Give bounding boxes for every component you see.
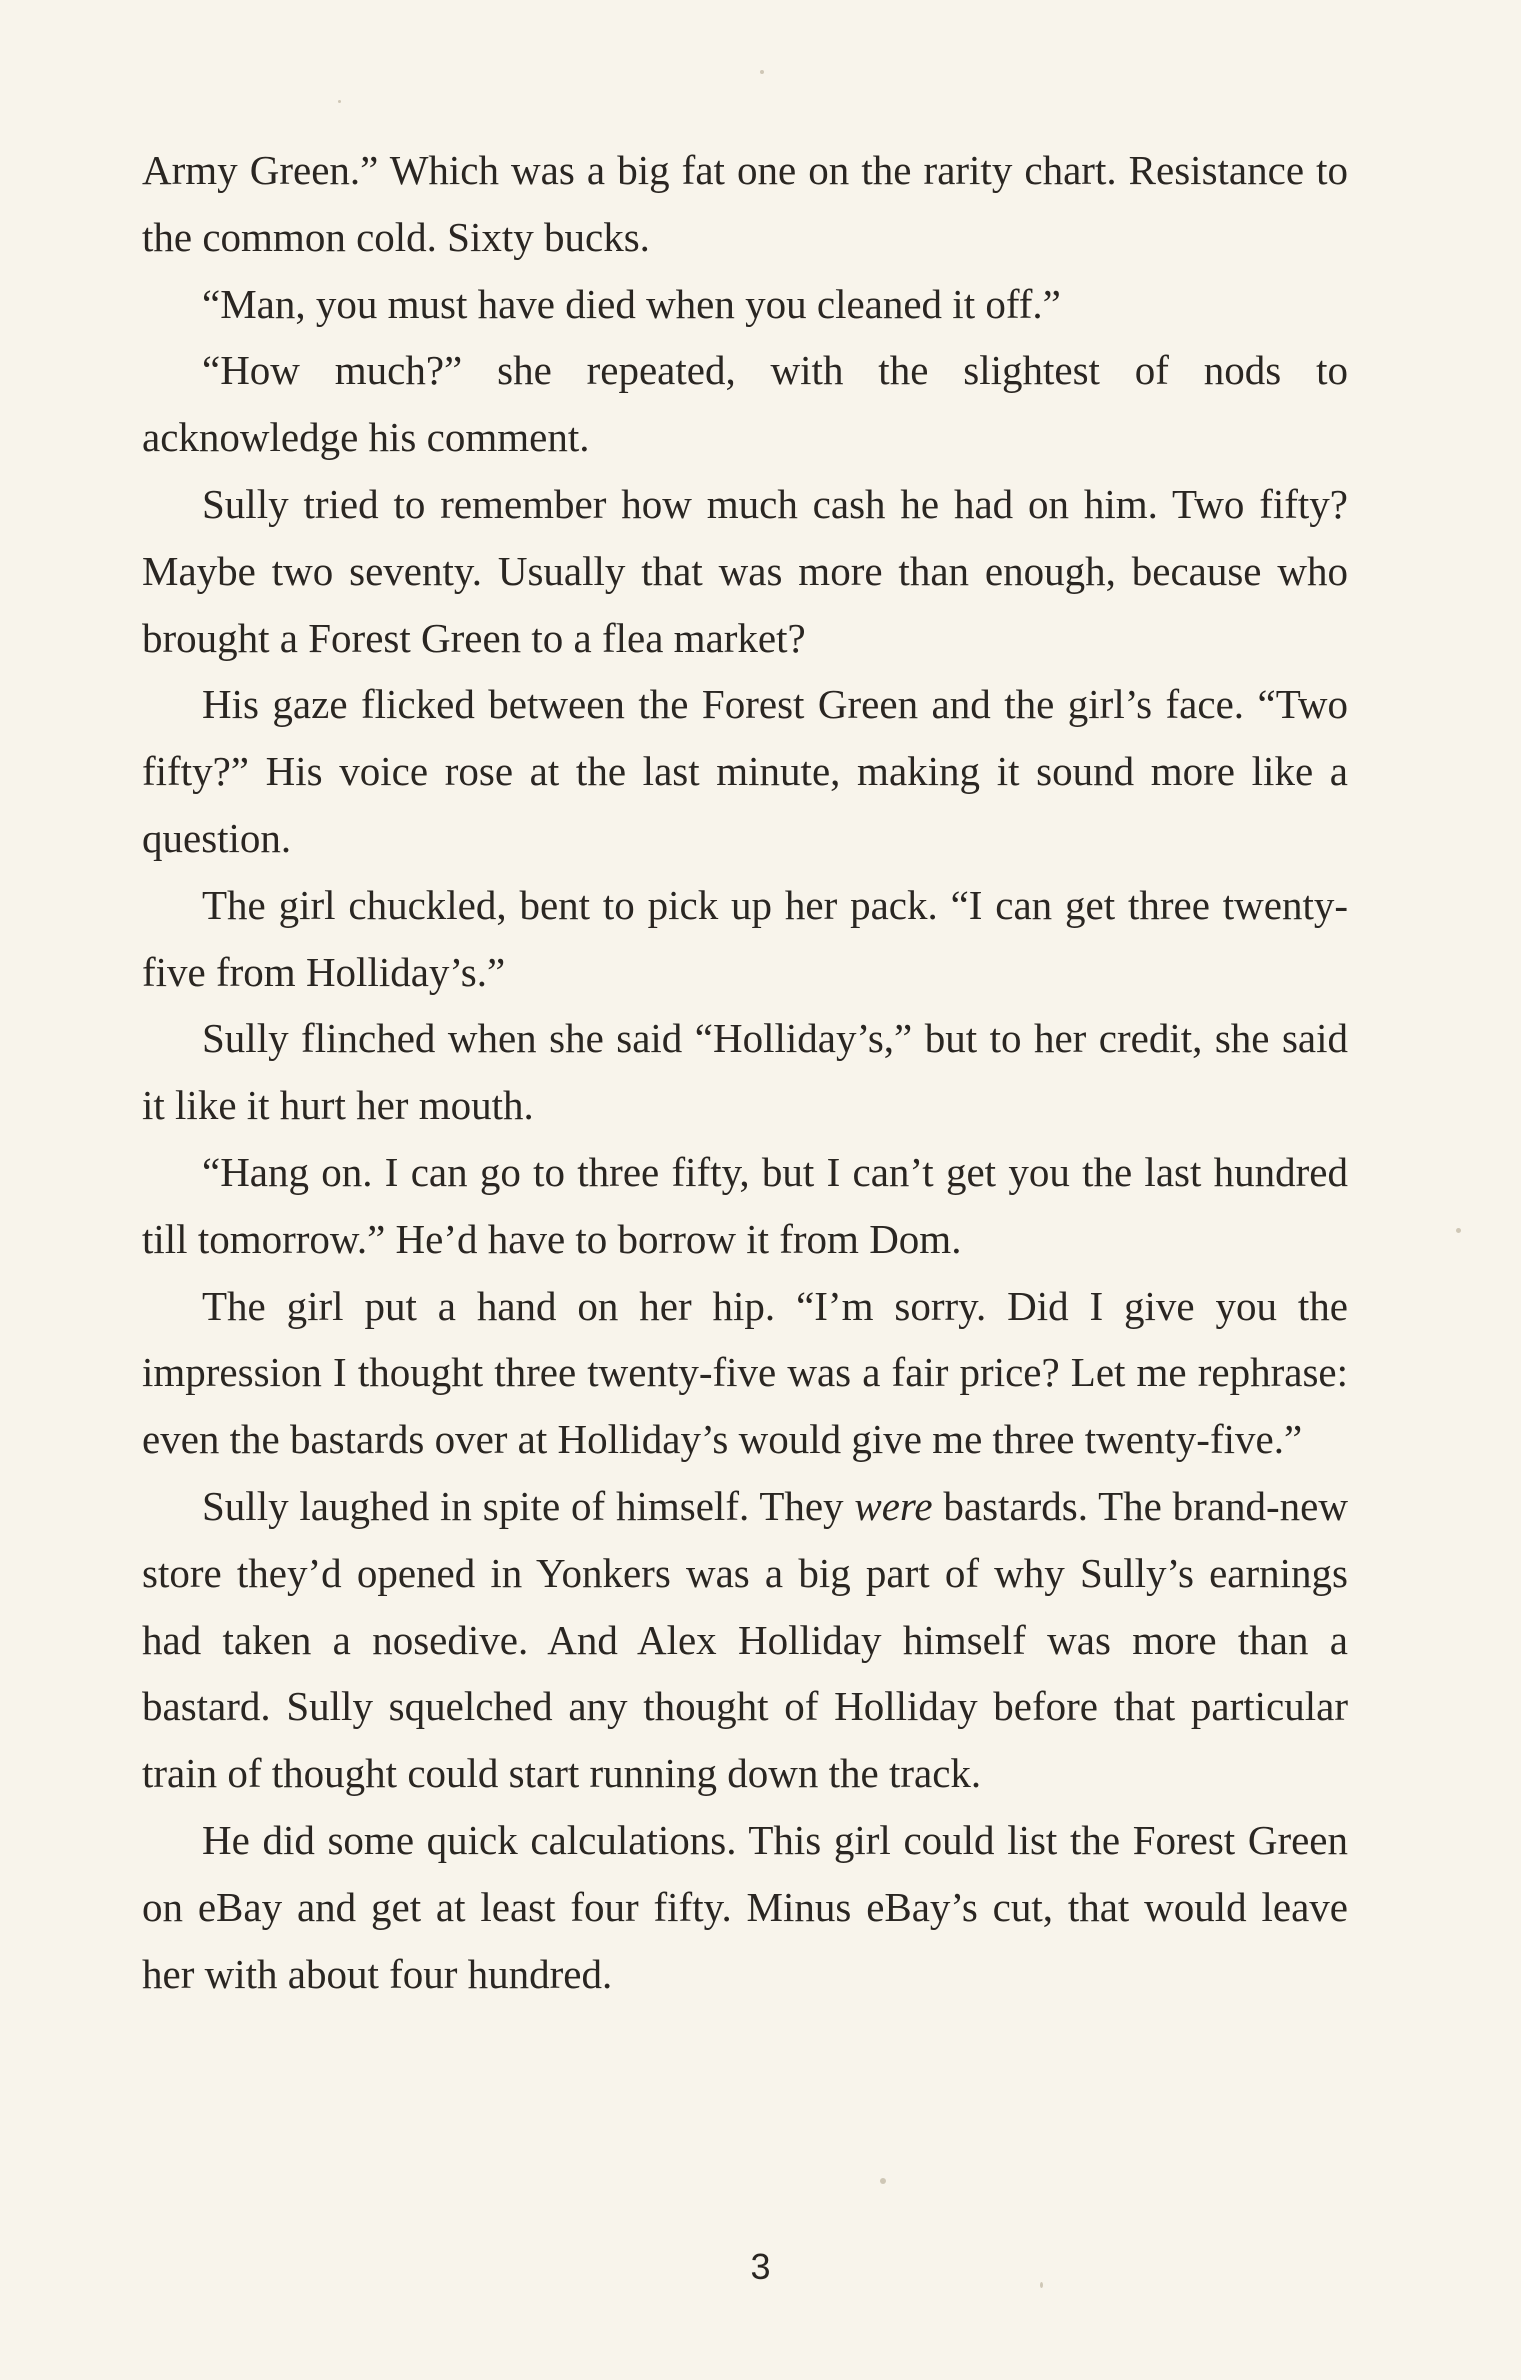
page-number: 3 bbox=[750, 2246, 771, 2287]
paragraph: “Man, you must have died when you cleaned it off.” bbox=[202, 280, 1061, 327]
paper-speck bbox=[1040, 2282, 1043, 2288]
paper-speck bbox=[1456, 1228, 1461, 1233]
paragraph: His gaze flicked between the Forest Green and the girl’s face. “Two fifty?” His voice rose at the last minute, making it sound more like a question. bbox=[142, 681, 1348, 861]
paragraph: “How much?” she repeated, with the slightest of nods to acknowledge his comment. bbox=[142, 347, 1348, 461]
paragraph: Army Green.” Which was a big fat one on the rarity chart. Resistance to the common cold. Sixty bucks. bbox=[142, 147, 1348, 260]
paper-speck bbox=[338, 100, 341, 103]
paragraph: The girl chuckled, bent to pick up her pack. “I can get three twenty-five from Holliday’s.” bbox=[142, 881, 1348, 995]
paper-speck bbox=[760, 70, 764, 74]
paper-speck bbox=[880, 2178, 886, 2184]
paragraph: The girl put a hand on her hip. “I’m sorry. Did I give you the impression I thought three twenty-five was a fair price? Let me rephrase: even the bastards over at Holliday’s would give me three twenty-five.” bbox=[142, 1282, 1348, 1463]
paragraph-text: bastards. The brand-new store they’d opened in Yonkers was a big part of why Sully’s earnings had taken a nosedive. And Alex Holliday himself was more than a bastard. Sully squelched any thought of Holliday before that particular train of thought could start running down the track. bbox=[142, 1482, 1348, 1797]
paragraph: “Hang on. I can go to three fifty, but I can’t get you the last hundred till tomorrow.” He’d have to borrow it from Dom. bbox=[142, 1148, 1348, 1262]
paragraph: Sully flinched when she said “Holliday’s,” but to her credit, she said it like it hurt her mouth. bbox=[142, 1015, 1348, 1129]
emphasis-text: were bbox=[854, 1482, 933, 1529]
paragraph: Sully tried to remember how much cash he had on him. Two fifty? Maybe two seventy. Usually that was more than enough, because who brought a Forest Green to a flea market? bbox=[142, 480, 1348, 661]
paragraph bbox=[142, 1473, 1348, 1807]
paragraph-text: Sully laughed in spite of himself. They bbox=[202, 1482, 855, 1529]
paragraph: He did some quick calculations. This girl could list the Forest Green on eBay and get at least four fifty. Minus eBay’s cut, that would leave her with about four hundred. bbox=[142, 1816, 1348, 1997]
body-text bbox=[142, 137, 1348, 2007]
